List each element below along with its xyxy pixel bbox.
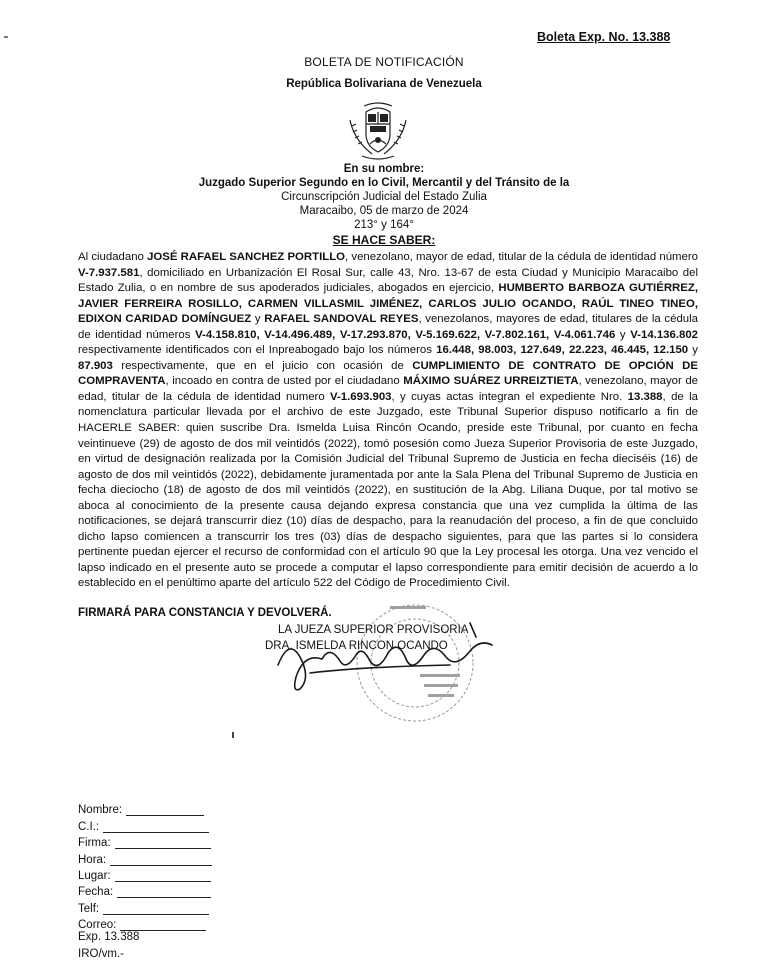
field-blank[interactable]	[103, 902, 209, 915]
body-text: , venezolanos, mayores de edad, titulares de la cédula de identidad números	[78, 313, 698, 341]
form-field-lugar[interactable]	[78, 866, 212, 882]
expediente-number: 13.388	[627, 390, 663, 403]
notified-person: JOSÉ RAFAEL SANCHEZ PORTILLO	[147, 251, 346, 263]
body-intro: Al ciudadano	[78, 251, 148, 263]
en-su-nombre: En su nombre:	[343, 163, 425, 175]
field-blank[interactable]	[103, 820, 209, 833]
body-text: y	[688, 344, 698, 357]
coat-of-arms-icon	[344, 100, 412, 162]
footer-initials: IRO/vm.-	[78, 947, 124, 960]
body-text: respectivamente identificados con el Inpreabogado bajo los números	[78, 344, 437, 357]
footer-exp: Exp. 13.388	[78, 931, 140, 944]
case-type: CUMPLIMIENTO DE CONTRATO DE OPCIÓN DE COMPRAVENTA	[78, 359, 698, 388]
boleta-exp-number: Boleta Exp. No. 13.388	[537, 30, 671, 44]
form-field-telf[interactable]	[78, 898, 212, 914]
body-text: , incoado en contra de usted por el ciudadano	[165, 375, 404, 388]
stray-mark	[232, 732, 234, 738]
field-label: Firma:	[78, 837, 111, 850]
form-field-ci[interactable]	[78, 816, 212, 832]
form-field-firma[interactable]	[78, 833, 212, 849]
form-field-fecha[interactable]	[78, 882, 212, 898]
lawyer-id-last: V-14.136.802	[630, 328, 698, 341]
court-name-line2: Circunscripción Judicial del Estado Zulia	[281, 191, 487, 203]
notified-person-id: V-7.937.581	[78, 266, 140, 279]
signer-name: DRA. ISMELDA RINCON OCANDO	[265, 640, 448, 652]
field-label: Hora:	[78, 853, 107, 866]
lawyers-names: HUMBERTO BARBOZA GUTIÉRREZ, JAVIER FERREIRA ROSILLO, CARMEN VILLASMIL JIMÉNEZ, CARLOS JULIO OCANDO, RAÚL TINEO TINEO, EDIXON CARIDAD DOMÍNGUEZ	[78, 282, 698, 326]
plaintiff-name: MÁXIMO SUÁREZ URREIZTIETA	[403, 375, 579, 388]
document-title: BOLETA DE NOTIFICACIÓN	[304, 55, 464, 69]
field-blank[interactable]	[110, 853, 212, 866]
body-text: , y cuyas actas integran el expediente Nro.	[391, 390, 628, 403]
handwritten-signature	[270, 615, 500, 695]
body-text: , venezolano, mayor de edad, titular de la cédula de identidad número	[345, 251, 698, 263]
years-line: 213° y 164°	[354, 219, 414, 231]
court-name-line1: Juzgado Superior Segundo en lo Civil, Mercantil y del Tránsito de la	[198, 177, 570, 189]
field-label: Lugar:	[78, 869, 111, 882]
field-label: C.I.:	[78, 820, 100, 833]
lawyer-last-name: RAFAEL SANDOVAL REYES	[264, 313, 419, 326]
city-date: Maracaibo, 05 de marzo de 2024	[299, 205, 469, 217]
field-blank[interactable]	[117, 885, 211, 898]
body-text: , domiciliado en Urbanización El Rosal Sur, calle 43, Nro. 13-67 de esta Ciudad y Municipio Maracaibo del Estado Zulia, o en nombre de sus apoderados judiciales, abogados en ejercicio,	[78, 266, 698, 295]
form-field-nombre[interactable]	[78, 800, 212, 816]
field-label: Fecha:	[78, 886, 114, 899]
se-hace-saber-heading: SE HACE SABER:	[332, 233, 436, 247]
field-label: Telf:	[78, 902, 100, 915]
receipt-form	[78, 800, 212, 964]
field-label: Nombre:	[78, 804, 123, 817]
inpreabogado-last: 87.903	[78, 359, 113, 372]
body-text: respectivamente, que en el juicio con ocasión de	[112, 359, 413, 372]
field-label: Correo:	[78, 919, 117, 932]
field-blank[interactable]	[120, 918, 206, 931]
body-text: y	[615, 328, 631, 341]
republic-heading: República Bolivariana de Venezuela	[286, 78, 482, 90]
lawyer-ids: V-4.158.810, V-14.496.489, V-17.293.870, V-5.169.622, V-7.802.161, V-4.061.746	[195, 328, 616, 341]
scan-mark	[4, 36, 8, 38]
firmara-instruction: FIRMARÁ PARA CONSTANCIA Y DEVOLVERÁ.	[78, 607, 332, 619]
field-blank[interactable]	[115, 869, 211, 882]
field-blank[interactable]	[126, 803, 204, 816]
body-text: y	[251, 313, 265, 326]
body-text: , de la nomenclatura particular llevada por el archivo de este Juzgado, este Tribunal Superior dispuso notificarlo a fin de HACERLE SABER: quien suscribe Dra. Ismelda Luisa Rincón Ocando, preside este Tribunal, por cuanto en fecha veintinueve (29) de agosto de dos mil veintidós (2022), tomó posesión como Jueza Superior Provisoria de este Juzgado, en virtud de designación realizada por la Comisión Judicial del Tribunal Supremo de Justicia en fecha dieciséis (16) de agosto de dos mil veintidós (2022), debidamente juramentada por ante la Sala Plena del Tribunal Supremo de Justicia en fecha dieciocho (18) de agosto de dos mil veintidós (2022), en sustitución de la Abg. Liliana Duque, por tal motivo se aboca al conocimiento de la presente causa dejando expresa constancia que una vez cumplida la última de las notificaciones, se dejará transcurrir diez (10) días de despacho, para la reanudación del proceso, a fin de que concluido dicho lapso comiencen a transcurrir los tres (03) días de despacho siguientes, para que las partes si lo considera pertinente puedan ejercer el recurso de conformidad con el artículo 90 que la Ley procesal les otorga. Una vez vencido el lapso indicado en el presente auto se procede a computar el lapso correspondiente para emitir decisión de acuerdo a lo establecido en el penúltimo aparte del artículo 522 del Código de Procedimiento Civil.	[78, 390, 698, 590]
notification-body	[78, 250, 698, 592]
form-field-hora[interactable]	[78, 849, 212, 865]
signer-title: LA JUEZA SUPERIOR PROVISORIA	[278, 624, 469, 636]
plaintiff-id: V-1.693.903	[330, 390, 392, 403]
form-field-correo[interactable]	[78, 915, 212, 931]
field-blank[interactable]	[115, 836, 211, 849]
inpreabogado-numbers: 16.448, 98.003, 127.649, 22.223, 46.445, 12.150	[436, 344, 689, 357]
body-text: , venezolano, mayor de edad, titular de la cédula de identidad numero	[78, 375, 699, 403]
